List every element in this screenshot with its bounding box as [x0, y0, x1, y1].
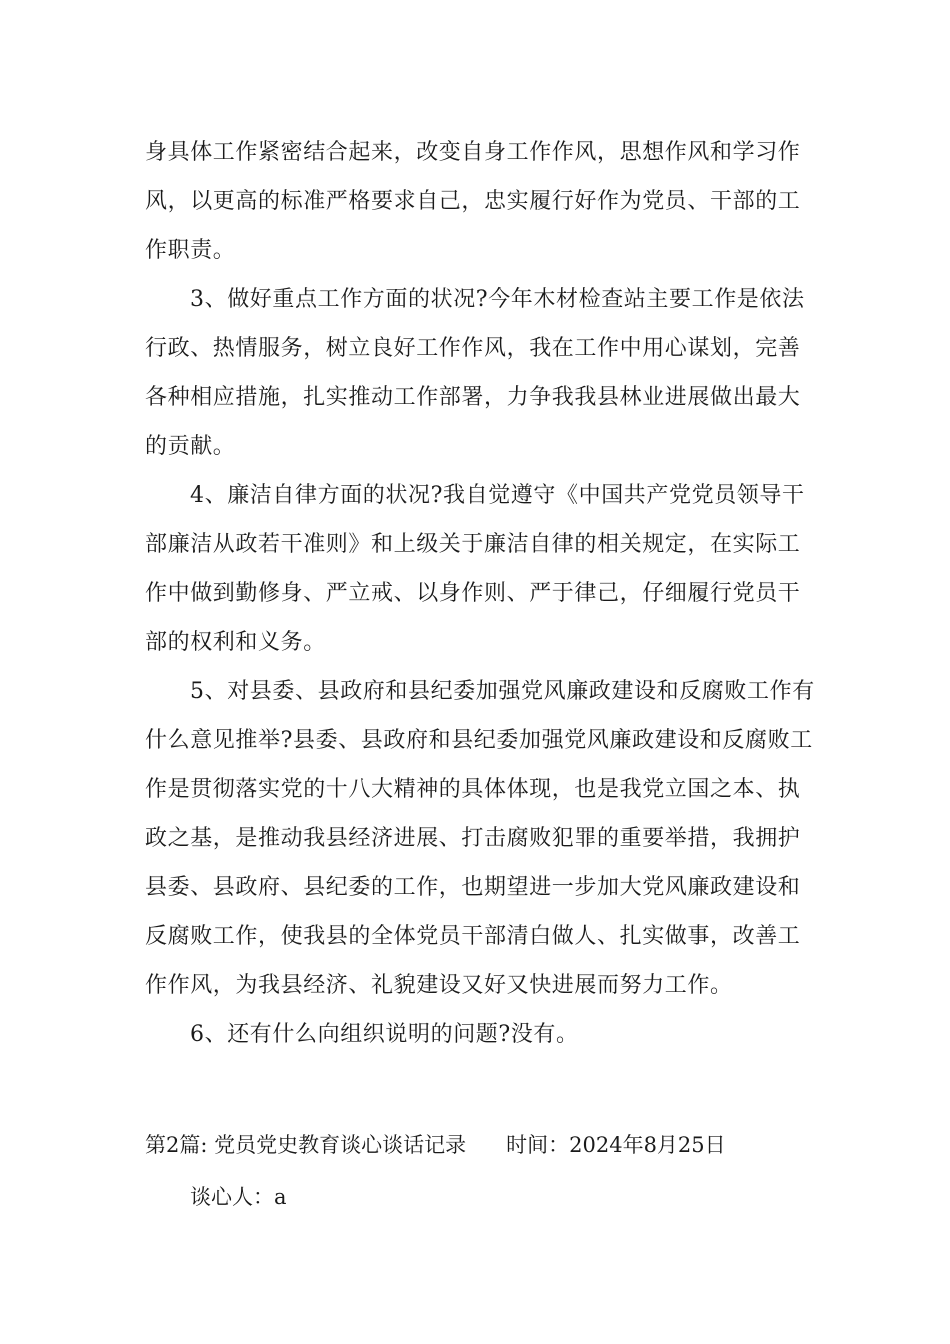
paragraph-1-line-3: 作职责。 [145, 238, 236, 263]
paragraph-3-line-3: 作中做到勤修身、严立戒、以身作则、严于律己，仔细履行党员干 [145, 581, 801, 606]
paragraph-2-line-1: 3、做好重点工作方面的状况?今年木材检查站主要工作是依法 [190, 287, 805, 312]
section-2-title: 第2篇: 党员党史教育谈心谈话记录 [145, 1133, 467, 1157]
paragraph-4-line-7: 作作风，为我县经济、礼貌建设又好又快进展而努力工作。 [145, 973, 733, 998]
paragraph-4-line-4: 政之基，是推动我县经济进展、打击腐败犯罪的重要举措，我拥护 [145, 826, 801, 851]
paragraph-4-line-5: 县委、县政府、县纪委的工作，也期望进一步加大党风廉政建设和 [145, 875, 801, 900]
paragraph-3-line-2: 部廉洁从政若干准则》和上级关于廉洁自律的相关规定，在实际工 [145, 532, 801, 557]
paragraph-1-line-2: 风，以更高的标准严格要求自己，忠实履行好作为党员、干部的工 [145, 189, 801, 214]
paragraph-4-line-1: 5、对县委、县政府和县纪委加强党风廉政建设和反腐败工作有 [190, 679, 815, 704]
paragraph-4-line-2: 什么意见推举?县委、县政府和县纪委加强党风廉政建设和反腐败工 [145, 728, 813, 753]
paragraph-2-line-3: 各种相应措施，扎实推动工作部署，力争我我县林业进展做出最大 [145, 385, 801, 410]
section-2-heading [145, 1130, 726, 1160]
paragraph-5-line-1: 6、还有什么向组织说明的问题?没有。 [190, 1022, 579, 1047]
paragraph-4-line-3: 作是贯彻落实党的十八大精神的具体体现，也是我党立国之本、执 [145, 777, 801, 802]
paragraph-3-line-4: 部的权利和义务。 [145, 630, 326, 655]
section-2-speaker: 谈心人：a [190, 1185, 287, 1209]
paragraph-2-line-2: 行政、热情服务，树立良好工作作风，我在工作中用心谋划，完善 [145, 336, 801, 361]
paragraph-4-line-6: 反腐败工作，使我县的全体党员干部清白做人、扎实做事，改善工 [145, 924, 801, 949]
paragraph-1-line-1: 身具体工作紧密结合起来，改变自身工作作风，思想作风和学习作 [145, 140, 801, 165]
section-2-time: 时间：2024年8月25日 [506, 1133, 726, 1157]
paragraph-2-line-4: 的贡献。 [145, 434, 236, 459]
paragraph-3-line-1: 4、廉洁自律方面的状况?我自觉遵守《中国共产党党员领导干 [190, 483, 805, 508]
